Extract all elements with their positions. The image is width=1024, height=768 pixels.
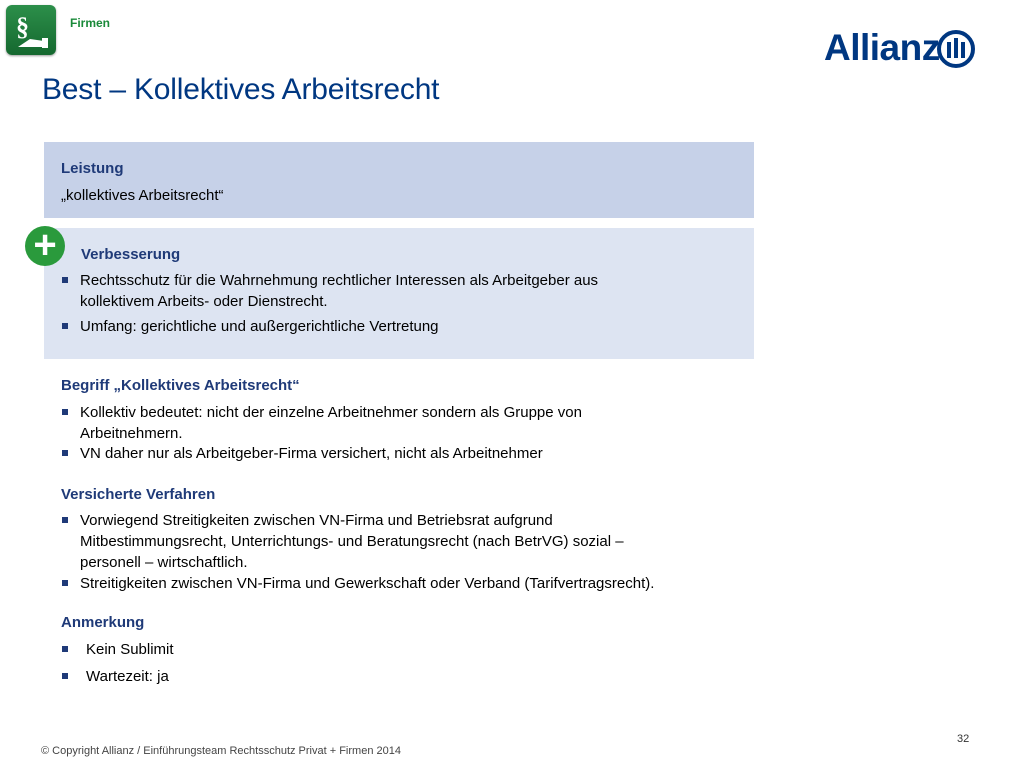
leistung-box <box>44 142 754 218</box>
page-title: Best – Kollektives Arbeitsrecht <box>42 73 440 106</box>
bullet-icon <box>62 580 68 586</box>
bullet-icon <box>62 277 68 283</box>
svg-text:§: § <box>16 12 29 41</box>
allianz-logo-icon <box>936 29 976 69</box>
section-label: Firmen <box>70 16 111 30</box>
footer-copyright: © Copyright Allianz / Einführungsteam Rechtsschutz Privat + Firmen 2014 <box>41 745 401 757</box>
begriff-item-1-line-1: Kollektiv bedeutet: nicht der einzelne Arbeitnehmer sondern als Gruppe von <box>80 404 582 421</box>
begriff-heading: Begriff „Kollektives Arbeitsrecht“ <box>61 377 300 394</box>
bullet-icon <box>62 323 68 329</box>
allianz-logo-text: Allianz <box>824 27 940 68</box>
anmerkung-item-1: Kein Sublimit <box>86 641 174 658</box>
paragraph-hand-icon <box>6 5 56 55</box>
verfahren-item-2: Streitigkeiten zwischen VN-Firma und Gewerkschaft oder Verband (Tarifvertragsrecht). <box>80 575 655 592</box>
verbesserung-item-2: Umfang: gerichtliche und außergerichtliche Vertretung <box>80 318 439 335</box>
bullet-icon <box>62 646 68 652</box>
begriff-item-1-line-2: Arbeitnehmern. <box>80 425 183 442</box>
anmerkung-heading: Anmerkung <box>61 614 145 631</box>
verfahren-item-1-line-3: personell – wirtschaftlich. <box>80 554 248 571</box>
verfahren-item-1-line-1: Vorwiegend Streitigkeiten zwischen VN-Firma und Betriebsrat aufgrund <box>80 512 553 529</box>
begriff-item-2: VN daher nur als Arbeitgeber-Firma versichert, nicht als Arbeitnehmer <box>80 445 543 462</box>
anmerkung-item-2: Wartezeit: ja <box>86 668 169 685</box>
verfahren-heading: Versicherte Verfahren <box>61 486 216 503</box>
page-number: 32 <box>957 733 970 745</box>
verfahren-item-1-line-2: Mitbestimmungsrecht, Unterrichtungs- und Beratungsrecht (nach BetrVG) sozial – <box>80 533 624 550</box>
bullet-icon <box>62 517 68 523</box>
bullet-icon <box>62 450 68 456</box>
bullet-icon <box>62 409 68 415</box>
leistung-text: „kollektives Arbeitsrecht“ <box>61 187 224 204</box>
verbesserung-heading: Verbesserung <box>81 246 181 263</box>
bullet-icon <box>62 673 68 679</box>
verbesserung-item-1-line-1: Rechtsschutz für die Wahrnehmung rechtlicher Interessen als Arbeitgeber aus <box>80 272 599 289</box>
verbesserung-item-1-line-2: kollektivem Arbeits- oder Dienstrecht. <box>80 293 328 310</box>
plus-badge: + <box>25 226 65 266</box>
leistung-heading: Leistung <box>61 160 124 177</box>
